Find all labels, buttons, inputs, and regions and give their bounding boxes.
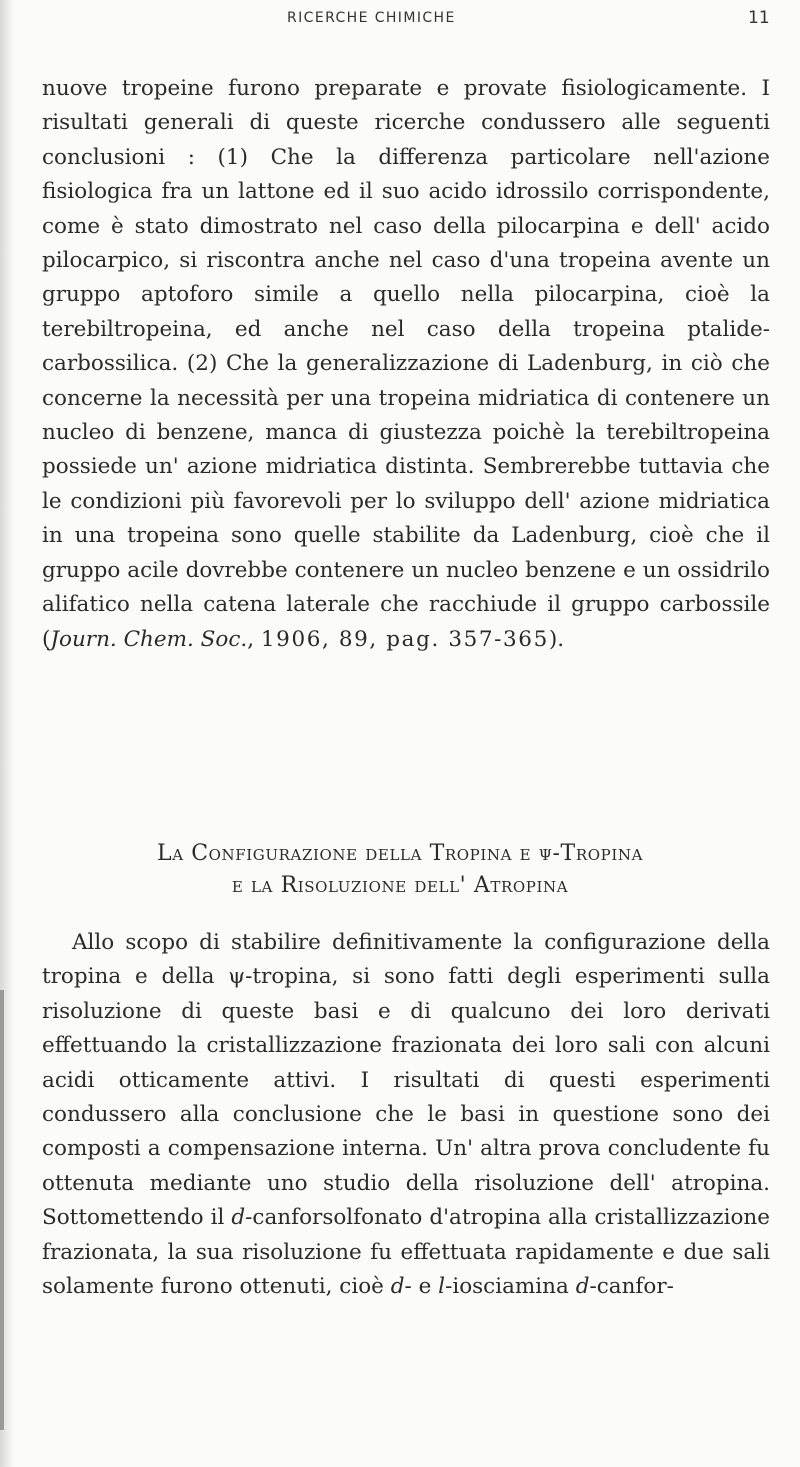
paragraph-text: - e xyxy=(404,1274,439,1300)
journal-title: Journ. Chem. Soc. xyxy=(50,626,248,652)
page-number: 11 xyxy=(748,8,770,28)
separator: , xyxy=(247,626,261,652)
prefix-d: d xyxy=(575,1274,590,1300)
paragraph-text: -canforsolfonato d'atropina alla cristallizzazione frazionata, la sua risoluzione fu effettuata rapidamente e due sali solamente furono ottenuti, cioè xyxy=(42,1205,770,1300)
paragraph-text: -iosciamina xyxy=(445,1274,576,1300)
section-heading xyxy=(0,838,800,902)
binding-edge xyxy=(0,990,4,1430)
prefix-d: d xyxy=(390,1274,405,1300)
paragraph-text: -canfor- xyxy=(589,1274,674,1300)
section-heading-line-1: La Configurazione della Tropina e ψ-Tropina xyxy=(156,841,643,866)
body-paragraph-1 xyxy=(42,72,770,657)
paragraph-text: Allo scopo di stabilire definitivamente la configurazione della tropina e della ψ-tropina, si sono fatti degli esperimenti sulla risoluzione di queste basi e di qualcuno dei loro derivati effettuando la cristallizzazione frazionata dei loro sali con alcuni acidi otticamente attivi. I risultati di questi esperimenti condussero alla conclusione che le basi in questione sono dei composti a compensazione interna. Un' altra prova concludente fu ottenuta mediante uno studio della risoluzione dell' atropina. Sottomettendo il xyxy=(42,930,770,1231)
section-heading-line-2: e la Risoluzione dell' Atropina xyxy=(231,873,569,898)
citation: 1906, 89, pag. 357-365 xyxy=(260,626,549,652)
page-header xyxy=(0,10,800,34)
running-head: RICERCHE CHIMICHE xyxy=(287,10,456,26)
body-paragraph-2 xyxy=(42,926,770,1304)
prefix-d: d xyxy=(231,1205,246,1231)
prefix-l: l xyxy=(438,1274,446,1300)
paragraph-text: nuove tropeine furono preparate e provate fisiologicamente. I risultati generali di queste ricerche condussero alle seguenti conclusioni : (1) Che la differenza particolare nell'azione fisiologica fra un lattone ed il suo acido idrossilo corrispondente, come è stato dimostrato nel caso della pilocarpina e dell' acido pilocarpico, si riscontra anche nel caso d'una tropeina avente un gruppo aptoforo simile a quello nella pilocarpina, cioè la terebiltropeina, ed anche nel caso della tropeina ptalide-carbossilica. (2) Che la generalizzazione di Ladenburg, in ciò che concerne la necessità per una tropeina midriatica di contenere un nucleo di benzene, manca di giustezza poichè la terebiltropeina possiede un' azione midriatica distinta. Sembrerebbe tuttavia che le condizioni più favorevoli per lo sviluppo dell' azione midriatica in una tropeina sono quelle stabilite da Ladenburg, cioè che il gruppo acile dovrebbe contenere un nucleo benzene e un ossidrilo alifatico nella catena laterale che racchiude il gruppo carbossile ( xyxy=(42,76,770,652)
closing-text: ). xyxy=(548,626,565,652)
